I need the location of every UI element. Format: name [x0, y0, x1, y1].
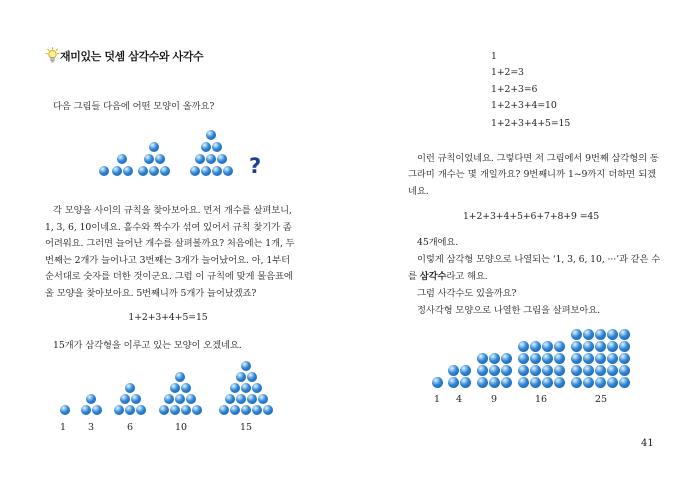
dot: [186, 394, 196, 404]
paragraph-line: 1, 3, 6, 10이네요. 홀수와 짝수가 섞여 있어서 규칙 찾기가 좀: [45, 222, 292, 233]
dot: [125, 405, 135, 415]
dot: [554, 377, 565, 388]
dot: [542, 377, 553, 388]
dot: [554, 353, 565, 364]
question-mark: ?: [249, 154, 262, 178]
dot: [201, 166, 211, 176]
dot: [217, 154, 227, 164]
dot: [247, 394, 257, 404]
dot: [607, 365, 618, 376]
dot: [554, 365, 565, 376]
dot: [175, 372, 185, 382]
dot: [131, 394, 141, 404]
answer-text: 45개에요.: [417, 237, 459, 248]
dot: [86, 394, 96, 404]
dot: [607, 353, 618, 364]
dot: [252, 405, 262, 415]
paragraph-line: 번째는 2개가 늘어나고 3번째는 3개가 늘어났어요. 아, 1부터: [45, 255, 290, 266]
sum-line: 1+2+3+4+5=15: [491, 118, 571, 129]
dot: [571, 329, 582, 340]
dot: [164, 394, 174, 404]
dot: [190, 166, 200, 176]
dot: [501, 377, 512, 388]
dot: [258, 394, 268, 404]
dot: [223, 166, 233, 176]
dot: [144, 154, 154, 164]
figure-label: 1: [433, 394, 441, 405]
paragraph-line: 각 모양을 사이의 규칙을 찾아보아요. 먼저 개수를 살펴보니,: [53, 205, 292, 216]
dot: [518, 377, 529, 388]
dot: [170, 405, 180, 415]
dot: [212, 142, 222, 152]
dot: [489, 365, 500, 376]
dot: [619, 353, 630, 364]
dot: [92, 405, 102, 415]
dot: [225, 394, 235, 404]
dot: [230, 383, 240, 393]
question-text: 다음 그림들 다음에 어떤 모양이 올까요?: [53, 101, 215, 112]
paragraph-line: 어려워요. 그러면 늘어난 개수를 살펴볼까요? 처음에는 1개, 두: [45, 238, 295, 249]
instruction-text: 정사각형 모양으로 나열한 그림을 살펴보아요.: [417, 305, 601, 316]
figure-label: 3: [87, 422, 95, 433]
dot: [236, 394, 246, 404]
page-title: 재미있는 덧셈 삼각수와 사각수: [60, 50, 204, 63]
dot: [175, 394, 185, 404]
pattern-figure-2: [112, 154, 133, 176]
dot: [192, 405, 202, 415]
dot: [530, 353, 541, 364]
square-figure-1: [432, 377, 443, 388]
pattern-figure-3: [138, 142, 170, 176]
dot: [219, 405, 229, 415]
dot: [448, 377, 459, 388]
dot: [81, 405, 91, 415]
figure-label: 6: [126, 422, 134, 433]
dot: [136, 405, 146, 415]
dot: [571, 377, 582, 388]
dot: [518, 341, 529, 352]
dot: [263, 405, 273, 415]
dot: [595, 353, 606, 364]
dot: [117, 154, 127, 164]
dot: [201, 142, 211, 152]
question-text: 그럼 사각수도 있을까요?: [417, 288, 517, 299]
figure-label: 16: [534, 394, 548, 405]
dot: [252, 383, 262, 393]
dot: [619, 329, 630, 340]
pattern-figure-4: [190, 130, 233, 176]
paragraph-line: 올 모양을 찾아보아요. 5번째니까 5개가 늘어났겠죠?: [45, 288, 257, 299]
figure-label: 25: [594, 394, 608, 405]
sum-line: 1+2+3=6: [491, 84, 538, 95]
dot: [60, 405, 70, 415]
dot: [212, 166, 222, 176]
dot: [518, 353, 529, 364]
dot: [195, 154, 205, 164]
triangular-figure-4: [159, 372, 202, 415]
figure-label: 10: [174, 422, 188, 433]
page-number: 41: [641, 438, 654, 449]
dot: [489, 377, 500, 388]
dot: [99, 166, 109, 176]
figure-label: 1: [59, 422, 67, 433]
dot: [571, 353, 582, 364]
triangular-figure-1: [60, 405, 70, 415]
dot: [518, 365, 529, 376]
figure-label: 4: [455, 394, 463, 405]
dot: [595, 341, 606, 352]
dot: [542, 341, 553, 352]
sum-line: 1+2+3+4=10: [491, 100, 557, 111]
dot: [432, 377, 443, 388]
dot: [583, 365, 594, 376]
dot: [542, 365, 553, 376]
dot: [501, 365, 512, 376]
dot: [114, 405, 124, 415]
dot: [595, 365, 606, 376]
dot: [230, 405, 240, 415]
dot: [125, 383, 135, 393]
square-figure-4: [518, 341, 565, 388]
dot: [501, 353, 512, 364]
dot: [571, 365, 582, 376]
dot: [241, 405, 251, 415]
dot: [530, 365, 541, 376]
dot: [236, 372, 246, 382]
paragraph-line: 그라미 개수는 몇 개일까요? 9번째니까 1~9까지 더하면 되겠: [408, 169, 656, 180]
dot: [149, 142, 159, 152]
definition-line: 이렇게 삼각형 모양으로 나열되는 ‘1, 3, 6, 10, ···’과 같은 수: [417, 254, 661, 265]
equation: 1+2+3+4+5=15: [128, 312, 208, 323]
paragraph-line: 네요.: [408, 186, 429, 197]
figure-label: 9: [490, 394, 498, 405]
dot: [489, 353, 500, 364]
dot: [619, 377, 630, 388]
dot: [460, 365, 471, 376]
dot: [554, 341, 565, 352]
definition-line: [408, 270, 488, 284]
dot: [120, 394, 130, 404]
dot: [530, 341, 541, 352]
triangular-figure-5: [219, 361, 273, 415]
dot: [595, 377, 606, 388]
dot: [448, 365, 459, 376]
dot: [583, 377, 594, 388]
dot: [477, 365, 488, 376]
dot: [170, 383, 180, 393]
triangular-figure-2: [81, 394, 102, 415]
pattern-figure-1: [99, 166, 109, 176]
dot: [607, 341, 618, 352]
dot: [155, 154, 165, 164]
dot: [619, 341, 630, 352]
dot: [241, 361, 251, 371]
dot: [477, 377, 488, 388]
definition-text: 라고 해요.: [446, 271, 488, 282]
square-figure-2: [448, 365, 471, 388]
dot: [206, 154, 216, 164]
sum-line: 1: [491, 51, 497, 62]
dot: [542, 353, 553, 364]
dot: [123, 166, 133, 176]
definition-text: 를: [408, 271, 420, 282]
dot: [181, 405, 191, 415]
figure-label: 15: [239, 422, 253, 433]
dot: [477, 353, 488, 364]
dot: [181, 383, 191, 393]
dot: [206, 130, 216, 140]
paragraph-line: 순서대로 숫자를 더한 것이군요. 그럼 이 규칙에 맞게 물음표에: [45, 271, 293, 282]
dot: [607, 329, 618, 340]
dot: [583, 341, 594, 352]
term-triangular-number: 삼각수: [419, 271, 447, 282]
lightbulb-icon: [45, 47, 60, 64]
dot: [149, 166, 159, 176]
equation: 1+2+3+4+5+6+7+8+9 =45: [462, 211, 600, 222]
dot: [460, 377, 471, 388]
dot: [241, 383, 251, 393]
conclusion-text: 15개가 삼각형을 이루고 있는 모양이 오겠네요.: [53, 340, 242, 351]
dot: [247, 372, 257, 382]
sum-line: 1+2=3: [491, 67, 524, 78]
triangular-figure-3: [114, 383, 146, 415]
dot: [530, 377, 541, 388]
paragraph-line: 이런 규칙이었네요. 그렇다면 저 그림에서 9번째 삼각형의 동: [417, 153, 659, 164]
dot: [583, 353, 594, 364]
dot: [112, 166, 122, 176]
dot: [583, 329, 594, 340]
dot: [571, 341, 582, 352]
dot: [160, 166, 170, 176]
square-figure-3: [477, 353, 512, 388]
square-figure-5: [571, 329, 630, 388]
dot: [607, 377, 618, 388]
dot: [595, 329, 606, 340]
dot: [159, 405, 169, 415]
dot: [619, 365, 630, 376]
dot: [138, 166, 148, 176]
